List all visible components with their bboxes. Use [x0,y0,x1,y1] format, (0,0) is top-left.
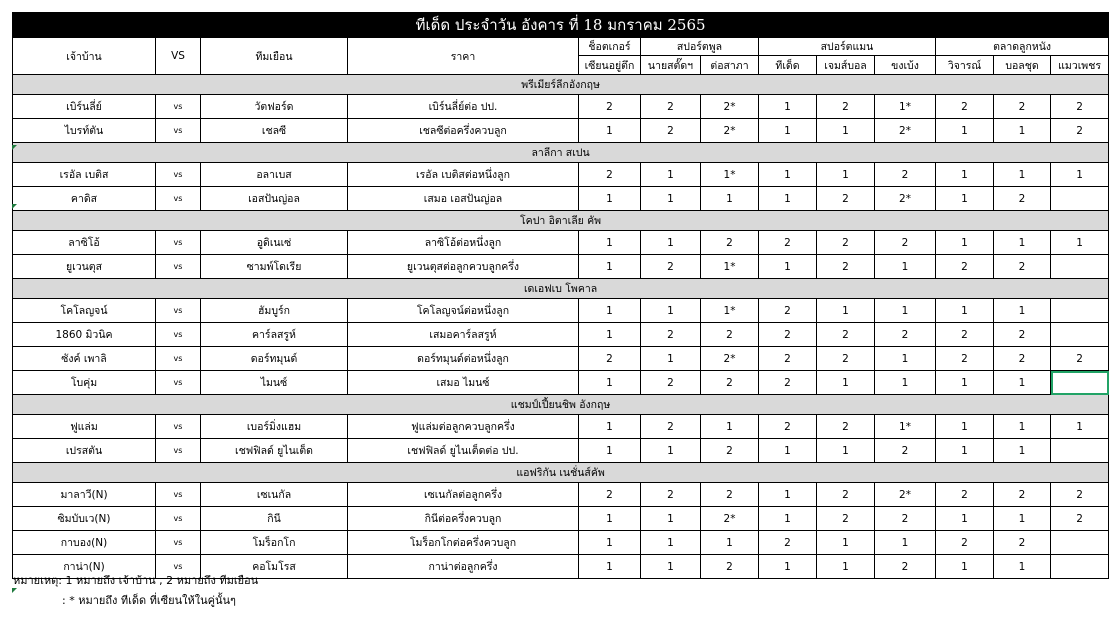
tip-cell[interactable]: 1 [1051,415,1109,439]
tip-cell[interactable]: 1 [817,531,875,555]
league-header-row [13,211,1109,231]
tip-cell[interactable]: 1 [759,119,817,143]
away-team-cell[interactable]: ไมนซ์ [201,371,348,395]
tip-cell[interactable]: 1 [994,439,1051,463]
tip-cell[interactable]: 2 [817,347,875,371]
tip-cell[interactable] [1051,371,1109,395]
tip-cell[interactable] [1051,187,1109,211]
away-team-cell[interactable]: คาร์ลสรูห์ [201,323,348,347]
match-row [13,163,1109,187]
tip-cell[interactable]: 1 [759,255,817,279]
tip-cell[interactable]: 2 [994,347,1051,371]
vs-cell[interactable]: vs [156,531,201,555]
league-header-row [13,75,1109,95]
tip-cell[interactable]: 2 [641,415,701,439]
header-price: ราคา [348,38,579,75]
away-team-cell[interactable]: โมร็อกโก [201,531,348,555]
tip-cell[interactable]: 2 [994,531,1051,555]
header-group-market: ตลาดลูกหนัง [936,38,1109,56]
tip-cell[interactable]: 1 [579,531,641,555]
away-team-cell[interactable]: คอโมโรส [201,555,348,579]
header-tipster: เซียนอยู่ตึก [579,56,641,75]
league-name[interactable]: แอฟริกัน เนชั่นส์คัพ [13,463,1109,483]
tip-cell[interactable]: 2 [641,255,701,279]
tip-cell[interactable]: 1 [936,231,994,255]
home-team-cell[interactable]: คาดิส [13,187,156,211]
tip-cell[interactable]: 2 [994,95,1051,119]
tip-cell[interactable]: 1 [759,95,817,119]
header-group-shotgun: ช็อตเกอร์ [579,38,641,56]
match-row [13,439,1109,463]
tip-cell[interactable]: 1 [579,323,641,347]
tip-cell[interactable]: 1 [994,371,1051,395]
league-header-row [13,143,1109,163]
tip-cell[interactable]: 2 [875,439,936,463]
tip-cell[interactable]: 2 [994,255,1051,279]
tip-cell[interactable]: 1 [1051,163,1109,187]
tip-cell[interactable]: 1 [817,555,875,579]
tip-cell[interactable]: 2 [759,347,817,371]
tip-cell[interactable]: 1 [936,371,994,395]
tip-cell[interactable]: 1 [579,507,641,531]
tip-cell[interactable]: 2 [817,323,875,347]
tip-cell[interactable]: 2 [641,371,701,395]
price-cell[interactable]: เรอัล เบติสต่อหนึ่งลูก [348,163,579,187]
tip-cell[interactable]: 1 [759,187,817,211]
tip-cell[interactable]: 2 [701,439,759,463]
league-header-row [13,463,1109,483]
match-row [13,119,1109,143]
league-name[interactable]: แชมป์เปี้ยนชิพ อังกฤษ [13,395,1109,415]
header-tipster: เจมส์บอล [817,56,875,75]
header-group-sportpool: สปอร์ตพูล [641,38,759,56]
away-team-cell[interactable]: ฮัมบูร์ก [201,299,348,323]
price-cell[interactable]: ดอร์ทมุนด์ต่อหนึ่งลูก [348,347,579,371]
tip-cell[interactable]: 2 [936,255,994,279]
home-team-cell[interactable]: โคโลญจน์ [13,299,156,323]
price-cell[interactable]: เสมอ ไมนซ์ [348,371,579,395]
tip-cell[interactable]: 1 [759,507,817,531]
tip-cell[interactable]: 1 [1051,231,1109,255]
tip-cell[interactable]: 2 [817,415,875,439]
tip-cell[interactable]: 1 [817,439,875,463]
away-team-cell[interactable]: กินี [201,507,348,531]
tip-cell[interactable]: 1 [759,439,817,463]
vs-cell[interactable]: vs [156,323,201,347]
match-row [13,187,1109,211]
home-team-cell[interactable]: 1860 มิวนิค [13,323,156,347]
match-row [13,507,1109,531]
tip-cell[interactable]: 2 [579,483,641,507]
tip-cell[interactable]: 1* [875,95,936,119]
tip-cell[interactable]: 2* [701,347,759,371]
tip-cell[interactable]: 2 [579,95,641,119]
header-tipster: แมวเพชร [1051,56,1109,75]
tip-cell[interactable]: 2* [875,187,936,211]
tip-cell[interactable]: 2 [759,531,817,555]
home-team-cell[interactable]: โบคุ่ม [13,371,156,395]
tip-cell[interactable]: 1 [759,163,817,187]
tip-cell[interactable]: 2 [759,231,817,255]
tip-cell[interactable]: 2 [641,483,701,507]
tip-cell[interactable]: 2 [641,95,701,119]
vs-cell[interactable]: vs [156,507,201,531]
tip-cell[interactable]: 2 [994,483,1051,507]
home-team-cell[interactable]: ฟูแล่ม [13,415,156,439]
cell-comment-marker [12,204,17,209]
tip-cell[interactable]: 1 [579,555,641,579]
price-cell[interactable]: เชฟฟิลด์ ยูไนเต็ดต่อ ปป. [348,439,579,463]
sheet-body [13,75,1109,579]
vs-cell[interactable]: vs [156,439,201,463]
tip-cell[interactable]: 2 [817,483,875,507]
tip-cell[interactable]: 1 [936,119,994,143]
league-header-row [13,395,1109,415]
home-team-cell[interactable]: มาลาวี(N) [13,483,156,507]
tip-cell[interactable]: 2 [579,163,641,187]
header-tipster: ต่อสาภา [701,56,759,75]
tip-cell[interactable]: 1 [994,163,1051,187]
price-cell[interactable]: ฟูแล่มต่อลูกควบลูกครึ่ง [348,415,579,439]
cell-comment-marker [12,145,17,150]
tip-cell[interactable]: 1 [579,119,641,143]
vs-cell[interactable]: vs [156,187,201,211]
tip-cell[interactable]: 1 [936,299,994,323]
header-group-sportman: สปอร์ตแมน [759,38,936,56]
tip-cell[interactable]: 1 [641,163,701,187]
tip-cell[interactable]: 2 [1051,507,1109,531]
tip-cell[interactable]: 2 [759,415,817,439]
tip-cell[interactable]: 2 [1051,119,1109,143]
tip-cell[interactable]: 2 [994,323,1051,347]
home-team-cell[interactable]: กาน่า(N) [13,555,156,579]
tip-cell[interactable]: 1 [579,299,641,323]
tip-cell[interactable]: 2 [701,483,759,507]
tip-cell[interactable]: 1 [579,231,641,255]
home-team-cell[interactable]: เปรสตัน [13,439,156,463]
tip-cell[interactable]: 2 [817,187,875,211]
tip-cell[interactable]: 1 [817,163,875,187]
tip-cell[interactable]: 1 [936,187,994,211]
tip-cell[interactable]: 1 [817,299,875,323]
tip-cell[interactable]: 1* [701,163,759,187]
vs-cell[interactable]: vs [156,119,201,143]
tip-cell[interactable] [1051,299,1109,323]
note-line-2: : * หมายถึง ทีเด็ด ที่เซียนให้ในคู่นั้นๆ [62,594,236,607]
header-tipster: วิจารณ์ [936,56,994,75]
header-tipster: ทีเด็ด [759,56,817,75]
tip-cell[interactable]: 2 [994,187,1051,211]
tips-spreadsheet [12,12,1109,579]
league-header-row [13,279,1109,299]
tip-cell[interactable]: 1 [994,299,1051,323]
tip-cell[interactable] [1051,555,1109,579]
tip-cell[interactable]: 1 [579,255,641,279]
tip-cell[interactable]: 1 [875,347,936,371]
league-name[interactable]: โคปา อิตาเลีย คัพ [13,211,1109,231]
tip-cell[interactable]: 1 [875,531,936,555]
away-team-cell[interactable]: ดอร์ทมุนด์ [201,347,348,371]
tip-cell[interactable]: 2* [701,95,759,119]
tip-cell[interactable]: 2 [875,555,936,579]
note-line-1: หมายเหตุ: 1 หมายถึง เจ้าบ้าน , 2 หมายถึง ทีมเยือน [13,574,259,587]
tip-cell[interactable]: 1 [994,555,1051,579]
home-team-cell[interactable]: ยูเวนตุส [13,255,156,279]
price-cell[interactable]: เบิร์นลี่ย์ต่อ ปป. [348,95,579,119]
tip-cell[interactable]: 1 [641,507,701,531]
tip-cell[interactable]: 2* [701,119,759,143]
vs-cell[interactable]: vs [156,163,201,187]
tip-cell[interactable]: 1 [936,163,994,187]
tip-cell[interactable]: 2 [759,371,817,395]
tip-cell[interactable]: 1 [701,531,759,555]
header-away: ทีมเยือน [201,38,348,75]
match-row [13,531,1109,555]
away-team-cell[interactable]: เซเนกัล [201,483,348,507]
vs-cell[interactable]: vs [156,95,201,119]
tip-cell[interactable]: 2 [641,119,701,143]
price-cell[interactable]: กินีต่อครึ่งควบลูก [348,507,579,531]
tip-cell[interactable]: 1 [641,187,701,211]
tip-cell[interactable]: 1 [579,371,641,395]
match-row [13,415,1109,439]
tip-cell[interactable]: 1* [701,299,759,323]
tip-cell[interactable]: 1 [701,415,759,439]
league-name[interactable]: ลาลีกา สเปน [13,143,1109,163]
tip-cell[interactable]: 1 [641,347,701,371]
tip-cell[interactable]: 2 [817,231,875,255]
price-cell[interactable]: เชลซีต่อครึ่งควบลูก [348,119,579,143]
tip-cell[interactable] [1051,323,1109,347]
tip-cell[interactable]: 1 [936,415,994,439]
tip-cell[interactable]: 1 [641,231,701,255]
away-team-cell[interactable]: วัตฟอร์ด [201,95,348,119]
vs-cell[interactable]: vs [156,555,201,579]
price-cell[interactable]: โคโลญจน์ต่อหนึ่งลูก [348,299,579,323]
tip-cell[interactable]: 1 [936,439,994,463]
tip-cell[interactable] [1051,531,1109,555]
match-row [13,231,1109,255]
away-team-cell[interactable]: เชฟฟิลด์ ยูไนเต็ด [201,439,348,463]
tip-cell[interactable]: 1 [579,187,641,211]
match-row [13,255,1109,279]
tip-cell[interactable]: 2 [641,323,701,347]
tip-cell[interactable]: 1 [641,555,701,579]
tip-cell[interactable]: 2 [875,323,936,347]
match-row [13,95,1109,119]
tip-cell[interactable]: 1 [817,371,875,395]
header-tipster: ขงเบ้ง [875,56,936,75]
tip-cell[interactable]: 2 [1051,95,1109,119]
tip-cell[interactable]: 2 [701,323,759,347]
home-team-cell[interactable]: ไบรท์ตัน [13,119,156,143]
price-cell[interactable]: โมร็อกโกต่อครึ่งควบลูก [348,531,579,555]
tip-cell[interactable]: 1 [994,507,1051,531]
home-team-cell[interactable]: ซังค์ เพาลิ [13,347,156,371]
tip-cell[interactable]: 1 [994,231,1051,255]
tip-cell[interactable]: 2 [579,347,641,371]
price-cell[interactable]: เซเนกัลต่อลูกครึ่ง [348,483,579,507]
header-tipster: บอลชุด [994,56,1051,75]
tip-cell[interactable]: 1* [701,255,759,279]
away-team-cell[interactable]: เชลซี [201,119,348,143]
tip-cell[interactable]: 2 [817,95,875,119]
vs-cell[interactable]: vs [156,255,201,279]
tip-cell[interactable]: 2 [936,531,994,555]
tip-cell[interactable]: 2 [701,231,759,255]
league-name[interactable]: เดเอฟเบ โพคาล [13,279,1109,299]
tip-cell[interactable]: 2 [1051,347,1109,371]
home-team-cell[interactable]: กาบอง(N) [13,531,156,555]
tip-cell[interactable]: 2 [759,299,817,323]
away-team-cell[interactable]: อลาเบส [201,163,348,187]
tip-cell[interactable] [1051,255,1109,279]
vs-cell[interactable]: vs [156,371,201,395]
tip-cell[interactable]: 1 [579,415,641,439]
tip-cell[interactable]: 2 [1051,483,1109,507]
tip-cell[interactable]: 2* [701,507,759,531]
tip-cell[interactable]: 2 [936,95,994,119]
vs-cell[interactable]: vs [156,231,201,255]
tip-cell[interactable]: 1 [936,507,994,531]
match-row [13,483,1109,507]
tip-cell[interactable]: 2 [936,347,994,371]
tip-cell[interactable]: 2 [936,483,994,507]
away-team-cell[interactable]: เอสปันญ่อล [201,187,348,211]
tip-cell[interactable]: 2 [817,255,875,279]
tip-cell[interactable]: 1 [641,299,701,323]
home-team-cell[interactable]: เรอัล เบติส [13,163,156,187]
tip-cell[interactable]: 1 [759,483,817,507]
tip-cell[interactable]: 2* [875,483,936,507]
tip-cell[interactable]: 2 [701,371,759,395]
tip-cell[interactable]: 1 [875,255,936,279]
tip-cell[interactable] [1051,439,1109,463]
tip-cell[interactable]: 1 [875,371,936,395]
tip-cell[interactable]: 2 [875,163,936,187]
tip-cell[interactable]: 2 [875,507,936,531]
price-cell[interactable]: เสมอคาร์ลสรูห์ [348,323,579,347]
price-cell[interactable]: เสมอ เอสปันญ่อล [348,187,579,211]
header-tipster: นายสตั๊ดฯ [641,56,701,75]
tip-cell[interactable]: 2* [875,119,936,143]
tip-cell[interactable]: 2 [936,323,994,347]
home-team-cell[interactable]: ลาซิโอ้ [13,231,156,255]
tip-cell[interactable]: 1* [875,415,936,439]
league-name[interactable]: พรีเมียร์ลีกอังกฤษ [13,75,1109,95]
sheet-title: ทีเด็ด ประจำวัน อังคาร ที่ 18 มกราคม 2565 [13,13,1109,38]
vs-cell[interactable]: vs [156,299,201,323]
vs-cell[interactable]: vs [156,483,201,507]
price-cell[interactable]: กาน่าต่อลูกครึ่ง [348,555,579,579]
away-team-cell[interactable]: เบอร์มิ่งแฮม [201,415,348,439]
vs-cell[interactable]: vs [156,347,201,371]
tip-cell[interactable]: 1 [936,555,994,579]
tip-cell[interactable]: 1 [994,119,1051,143]
tip-cell[interactable]: 1 [579,439,641,463]
away-team-cell[interactable]: อูดิเนเซ่ [201,231,348,255]
tip-cell[interactable]: 2 [701,555,759,579]
header-home: เจ้าบ้าน [13,38,156,75]
tip-cell[interactable]: 1 [994,415,1051,439]
match-row [13,371,1109,395]
price-cell[interactable]: ยูเวนตุสต่อลูกควบลูกครึ่ง [348,255,579,279]
tip-cell[interactable]: 1 [701,187,759,211]
vs-cell[interactable]: vs [156,415,201,439]
match-row [13,323,1109,347]
home-team-cell[interactable]: เบิร์นลี่ย์ [13,95,156,119]
header-vs: VS [156,38,201,75]
tip-cell[interactable]: 1 [875,299,936,323]
tip-cell[interactable]: 1 [641,531,701,555]
tip-cell[interactable]: 1 [759,555,817,579]
tip-cell[interactable]: 2 [875,231,936,255]
price-cell[interactable]: ลาซิโอ้ต่อหนึ่งลูก [348,231,579,255]
tip-cell[interactable]: 1 [641,439,701,463]
match-row [13,299,1109,323]
tip-cell[interactable]: 2 [817,507,875,531]
tip-cell[interactable]: 1 [817,119,875,143]
home-team-cell[interactable]: ซิมบับเว(N) [13,507,156,531]
tip-cell[interactable]: 2 [759,323,817,347]
match-row [13,347,1109,371]
away-team-cell[interactable]: ซามพ์โดเรีย [201,255,348,279]
